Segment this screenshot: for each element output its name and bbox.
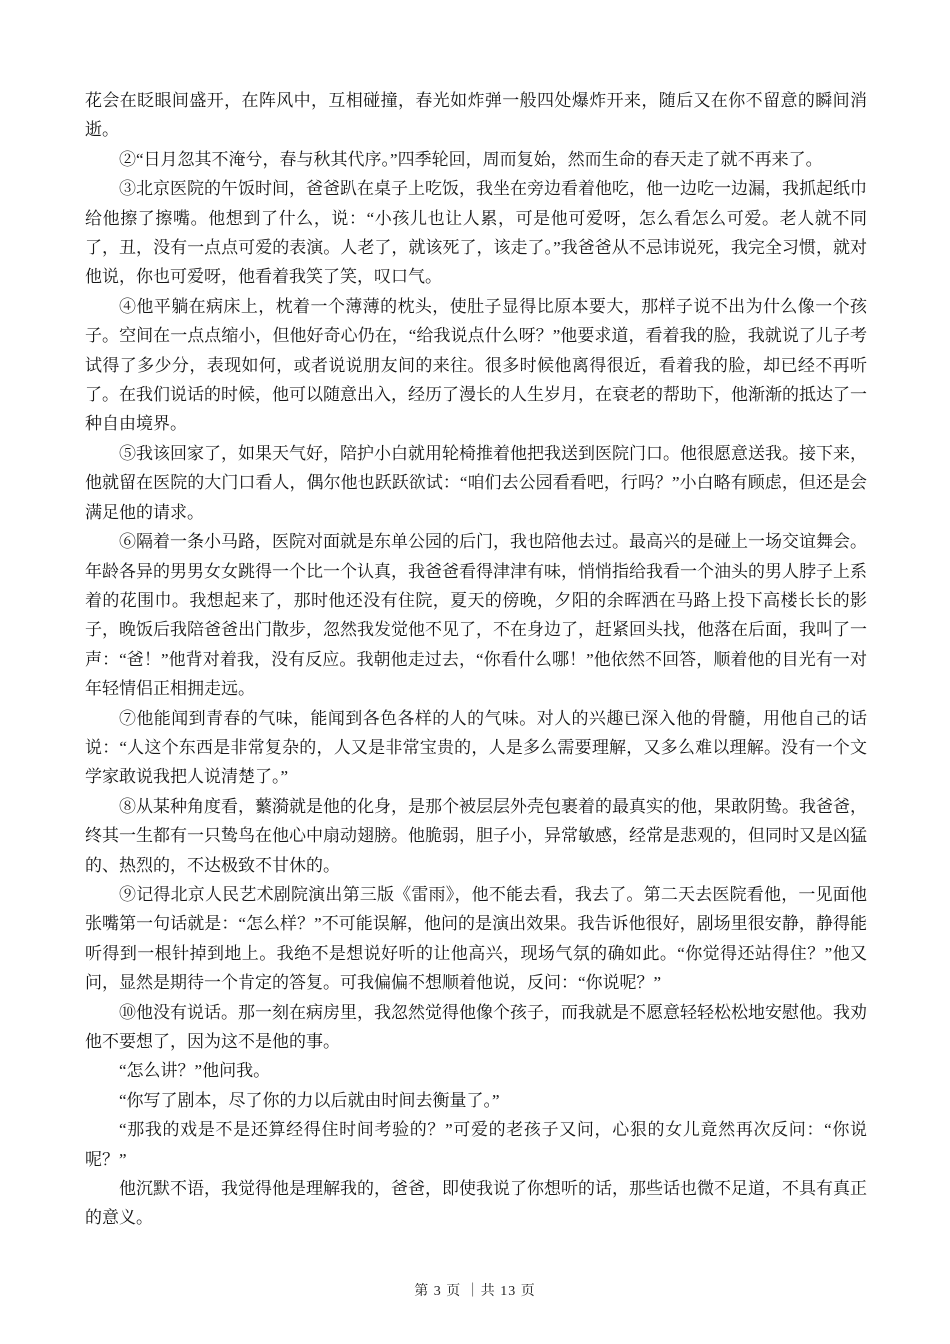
paragraph-2: ②“日月忽其不淹兮，春与秋其代序。”四季轮回，周而复始，然而生命的春天走了就不再来了。	[119, 149, 823, 169]
paragraph-6: ⑥隔着一条小马路，医院对面就是东单公园的后门，我也陪他去过。最高兴的是碰上一场交谊舞会。年龄各异的男男女女跳得一个比一个认真，我爸爸看得津津有味，悄悄指给我看一个油头的男人脖子上系着的花围巾。我想起来了，那时他还没有住院，夏天的傍晚，夕阳的余晖洒在马路上投下高楼长长的影子，晚饭后我陪爸爸出门散步，忽然我发觉他不见了，不在身边了，赶紧回头找，他落在后面，我叫了一声：“爸！”他背对着我，没有反应。我朝他走过去，“你看什么哪！”他依然不回答，顺着他的目光有一对年轻情侣正相拥走远。	[85, 532, 867, 699]
paragraph-10: ⑩他没有说话。那一刻在病房里，我忽然觉得他像个孩子，而我就是不愿意轻轻松松地安慰他。我劝他不要想了，因为这不是他的事。	[85, 1002, 867, 1051]
paragraph-5: ⑤我该回家了，如果天气好，陪护小白就用轮椅推着他把我送到医院门口。他很愿意送我。接下来，他就留在医院的大门口看人，偶尔他也跃跃欲试：“咱们去公园看看吧，行吗？”小白略有顾虑，但还是会满足他的请求。	[85, 443, 867, 522]
paragraph-continuation: 花会在眨眼间盛开，在阵风中，互相碰撞，春光如炸弹一般四处爆炸开来，随后又在你不留意的瞬间消逝。	[85, 91, 867, 140]
paragraph-4: ④他平躺在病床上，枕着一个薄薄的枕头，使肚子显得比原本要大，那样子说不出为什么像一个孩子。空间在一点点缩小，但他好奇心仍在，“给我说点什么呀？”他要求道，看着我的脸，我就说了儿子考试得了多少分，表现如何，或者说说朋友间的来往。很多时候他离得很近，看着我的脸，却已经不再听了。在我们说话的时候，他可以随意出入，经历了漫长的人生岁月，在衰老的帮助下，他渐渐的抵达了一种自由境界。	[85, 296, 867, 434]
paragraph-3: ③北京医院的午饭时间，爸爸趴在桌子上吃饭，我坐在旁边看着他吃，他一边吃一边漏，我抓起纸巾给他擦了擦嘴。他想到了什么，说：“小孩儿也让人累，可是他可爱呀，怎么看怎么可爱。老人就不同了，丑，没有一点点可爱的表演。人老了，就该死了，该走了。”我爸爸从不忌讳说死，我完全习惯，就对他说，你也可爱呀，他看着我笑了笑，叹口气。	[85, 179, 867, 287]
paragraph-8: ⑧从某种角度看，蘩漪就是他的化身，是那个被层层外壳包裹着的最真实的他，果敢阴鸷。我爸爸，终其一生都有一只鸷鸟在他心中扇动翅膀。他脆弱，胆子小，异常敏感，经常是悲观的，但同时又是凶猛的、热烈的，不达极致不甘休的。	[85, 796, 867, 875]
dialogue-line-1: “怎么讲？”他问我。	[119, 1061, 271, 1081]
paragraph-7: ⑦他能闻到青春的气味，能闻到各色各样的人的气味。对人的兴趣已深入他的骨髓，用他自己的话说：“人这个东西是非常复杂的，人又是非常宝贵的，人是多么需要理解，又多么难以理解。没有一个文学家敢说我把人说清楚了。”	[85, 708, 867, 787]
dialogue-line-2: “你写了剧本，尽了你的力以后就由时间去衡量了。”	[119, 1090, 500, 1110]
paragraph-closing: 他沉默不语，我觉得他是理解我的，爸爸，即使我说了你想听的话，那些话也微不足道，不具有真正的意义。	[85, 1179, 867, 1228]
page-number-indicator: 第 3 页 ｜共 13 页	[414, 1284, 536, 1299]
paragraph-9: ⑨记得北京人民艺术剧院演出第三版《雷雨》，他不能去看，我去了。第二天去医院看他，一见面他张嘴第一句话就是：“怎么样？”不可能误解，他问的是演出效果。我告诉他很好，剧场里很安静，静得能听得到一根针掉到地上。我绝不是想说好听的让他高兴，现场气氛的确如此。“你觉得还站得住？”他又问，显然是期待一个肯定的答复。可我偏偏不想顺着他说，反问：“你说呢？”	[85, 884, 867, 993]
page-footer	[0, 1280, 950, 1300]
dialogue-line-3: “那我的戏是不是还算经得住时间考验的？”可爱的老孩子又问，心狠的女儿竟然再次反问：“你说呢？”	[85, 1120, 867, 1169]
document-content	[85, 86, 867, 1233]
